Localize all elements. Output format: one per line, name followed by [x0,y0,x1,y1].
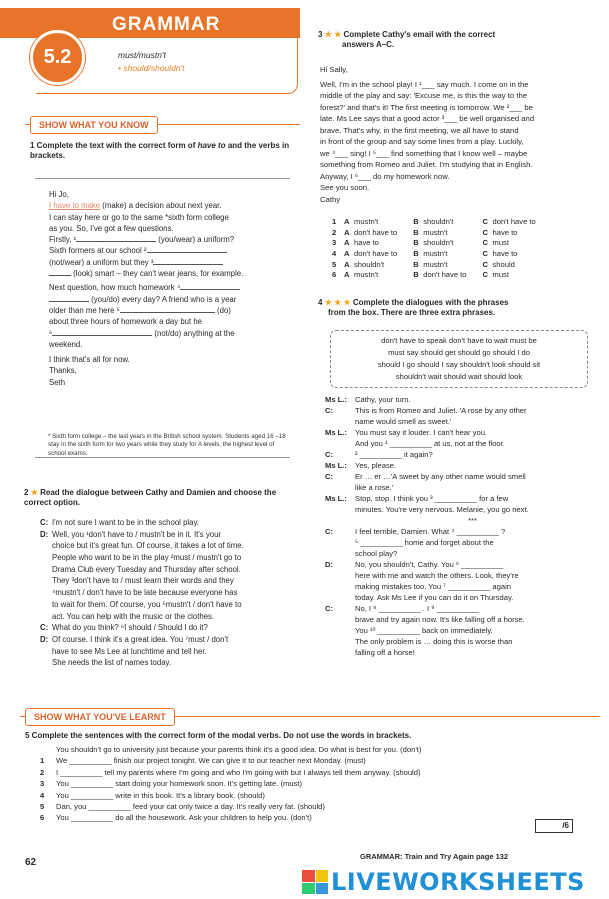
gap-4[interactable] [180,282,240,290]
ex4-instructions: 4 ★ ★ ★ Complete the dialogues with the phrases from the box. There are three extra phrases. [318,298,509,318]
option-letter: A [344,227,350,237]
ex2-line[interactable]: People who want to be in the play ²must / mustn't go to [52,553,242,563]
ex4-line[interactable]: minutes. You're very nervous. Melanie, you go next. [355,505,529,514]
ex5-example: You shouldn't go to university just because your parents think it's a good idea. Do what is best for you. (don't) [56,745,422,754]
ex4-line[interactable]: making mistakes too. You ⁷ __________ again [355,582,512,591]
option-b[interactable]: shouldn't [423,238,454,248]
option-b[interactable]: mustn't [423,259,448,269]
ex4-line[interactable]: Ms L.: Stop, stop. I think you ³ __________ for a few [325,494,509,503]
ex2-line[interactable]: They ³don't have to / must learn their words and they [52,576,234,586]
gap-3b[interactable] [49,268,71,276]
ex4-line[interactable]: today. Ask Ms Lee if you can do it on Thursday. [355,593,514,602]
brand-name: LIVEWORKSHEETS [331,867,585,896]
ex2-line[interactable]: to wait for them. Of course, you ⁵mustn't / don't have to [52,599,242,609]
option-letter: C [482,227,488,237]
footer-reference: GRAMMAR: Train and Try Again page 132 [360,852,509,861]
ex4-line[interactable]: ⁵ __________ home and forget about the [355,538,494,547]
option-c[interactable]: don't have to [492,217,536,226]
gap-2[interactable] [147,245,227,253]
section-learnt-label: SHOW WHAT YOU'VE LEARNT [25,708,175,726]
ex2-line[interactable]: choice but it's great fun. Of course, it takes a lot of time. [52,541,244,551]
ex5-item[interactable]: 5 Dan, you __________ feed your cat only twice a day. It's really very fat. (should) [40,801,325,811]
option-c[interactable]: should [492,259,515,269]
ex5-item[interactable]: 1 We __________ finish our project tonight. We can give it to our teacher next Monday. (must) [40,756,366,766]
email-line: in front of the group and say some lines from a play. Luckily, [320,137,524,147]
option-letter: C [482,248,488,258]
email-line: something from Romeo and Juliet. I'm studying that in English. [320,160,533,170]
option-b[interactable]: don't have to [423,270,467,280]
option-c[interactable]: have to [492,227,518,237]
option-letter: B [413,217,419,226]
option-a[interactable]: shouldn't [354,259,385,269]
email-line: Cathy [320,195,341,205]
option-letter: A [344,248,350,258]
ex3-email [320,64,588,206]
option-n: 1 [332,217,337,226]
option-letter: C [482,259,488,269]
gap-1[interactable] [76,234,156,242]
ex1-letter: Hi Jo, I have to make (make) a decision about next year. I can stay here or go to the same *sixth form college as you. So, I've got a few questions. Firstly, ¹ (you/wear) a uniform? Sixth formers at our school ² (not/wear) a uniform but they ³ (look) smart – they can't wear jeans, for example. Next question, how much homework ⁴ (you/do) every day? A friend who is a year older than me here ⁵ (do) about three hours of homework a day but he ⁶ (not/do) anything at the weekend. I think that's all for now. Thanks, Seth [35,178,290,458]
ex2-line[interactable]: D: Of course. I think it's a great idea. You ⁷must / don't [40,634,229,644]
ex2-line[interactable]: act. You can help with the music or the clothes. [52,611,215,621]
footnote: * Sixth form college – the last years in the British school system. Students aged 16 –18 stay in the sixth form for two years while they study for A levels, the highest level of school exams. [48,433,286,457]
option-row [330,249,538,260]
email-line: Well, I'm in the school play! I ¹___ say much. I come on in the [320,79,529,89]
option-row [330,228,538,239]
phrase-box [330,330,588,388]
ex4-line[interactable]: C: Er … er …'A sweet by any other name would smell [325,472,526,481]
option-letter: A [344,259,350,269]
email-line: Anyway, I ⁶___ do my homework now. [320,171,450,181]
phrase-line: must say should get should go should I do [388,348,530,358]
email-line: middle of the play and say: 'Excuse me, is this the way to the [320,91,527,101]
ex2-line[interactable]: She needs the list of names today. [52,658,172,668]
option-letter: B [413,259,419,269]
email-line: forest?' and that's it! The first meeting is tomorrow. We ²___ be [320,102,533,112]
option-letter: A [344,270,350,280]
option-b[interactable]: mustn't [423,227,448,237]
ex4-line[interactable]: brave and try again now. It's like falling off a horse. [355,615,525,624]
option-a[interactable]: have to [354,238,379,248]
phrase-line: shouldn't wait should wait should look [395,372,523,382]
gap-4b[interactable] [49,294,89,302]
ex4-line[interactable]: C: I feel terrible, Damien. What ⁴ __________ ? [325,527,506,536]
email-line: late. Ms Lee says that a good actor ³___ be well organised and [320,114,535,124]
gap-5[interactable] [120,305,215,313]
example-answer: I have to make [49,201,101,211]
ex2-line[interactable]: C: What do you think? ⁶I should / Should I do it? [40,623,208,633]
letter-greeting: Hi Jo, [49,190,69,199]
option-letter: B [413,270,419,280]
page-number: 62 [25,857,37,868]
logo-grid-icon [302,870,328,894]
score-box: /6 [535,819,573,833]
option-letter: A [344,217,350,226]
option-n: 4 [332,248,337,258]
topic-must: must/mustn't [118,50,166,60]
option-row [330,270,538,281]
option-a[interactable]: don't have to [354,227,398,237]
option-letter: B [413,227,419,237]
ex4-line[interactable]: And you ¹ __________ at us, not at the floor. [355,439,505,448]
ex4-line[interactable]: name would smell as sweet.' [355,417,452,426]
unit-badge: 5.2 [30,30,85,85]
option-n: 2 [332,227,337,237]
option-c[interactable]: have to [492,248,518,258]
ex4-line[interactable]: school play? [355,549,398,558]
option-n: 6 [332,270,337,280]
email-line: brave. That's why, in the first meeting, we all have to stand [320,125,519,135]
ex2-line[interactable]: Drama Club every Tuesday and Thursday after school. [52,564,241,574]
ex5-item[interactable]: 3 You __________ start doing your homework soon. It's getting late. (must) [40,779,303,789]
ex2-line[interactable]: ⁴mustn't / don't have to be late because everyone has [52,588,238,598]
gap-6[interactable] [52,328,152,336]
email-line: we ⁴___ sing! I ⁵___ find something that I know well – maybe [320,148,528,158]
ex4-line[interactable]: *** [468,516,477,525]
option-letter: C [482,217,488,226]
ex3-options [330,217,538,281]
page-title: GRAMMAR [112,14,221,35]
ex4-line[interactable]: Ms L.: Cathy, your turn. [325,395,411,404]
option-c[interactable]: must [492,270,509,280]
ex4-line[interactable]: D: No, you shouldn't, Cathy. You ⁶ __________ [325,560,504,569]
ex2-line[interactable]: have to see Ms Lee at lunchtime and tell her. [52,646,207,656]
ex2-dialogue [40,517,305,669]
ex4-line[interactable]: The only problem is … doing this is worse than [355,637,513,646]
ex2-line[interactable]: D: Well, you ¹don't have to / mustn't be in it. It's your [40,529,221,539]
ex1-instructions: 1 Complete the text with the correct form of have to and the verbs in brackets. [30,141,290,161]
ex4-line[interactable]: C: ² __________ it again? [325,450,433,459]
section-know-label: SHOW WHAT YOU KNOW [30,116,158,134]
option-a[interactable]: mustn't [354,217,379,226]
ex3-instructions: 3 ★ ★ Complete Cathy's email with the correct answers A–C. [318,30,496,50]
ex4-line[interactable]: like a rose.' [355,483,394,492]
ex5-items [40,744,600,824]
option-row [330,217,538,228]
topic-should: • should/shouldn't [118,63,185,73]
ex2-line[interactable]: C: I'm not sure I want to be in the school play. [40,518,199,527]
ex4-dialogue [325,394,590,658]
ex5-instructions: 5 Complete the sentences with the correct form of the modal verbs. Do not use the words in brackets. [25,731,412,740]
ex4-line[interactable]: Ms L.: Yes, please. [325,461,397,470]
ex5-item[interactable]: 4 You __________ write in this book. It's a library book. (should) [40,790,265,800]
ex4-line[interactable]: C: This is from Romeo and Juliet. 'A rose by any other [325,406,527,415]
ex4-line[interactable]: C: No, I ⁸ __________ . I ⁹ __________ [325,604,479,613]
ex4-line[interactable]: here with me and watch the others. Look, they're [355,571,519,580]
ex4-line[interactable]: Ms L.: You must say it louder. I can't hear you. [325,428,488,437]
ex4-line[interactable]: You ¹⁰ __________ back on immediately. [355,626,493,635]
gap-3[interactable] [153,257,223,265]
ex2-instructions: 2 ★ Read the dialogue between Cathy and Damien and choose the correct option. [24,488,277,508]
liveworksheets-logo [302,867,585,897]
email-line: See you soon. [320,183,370,193]
option-letter: C [482,270,488,280]
option-a[interactable]: don't have to [354,248,398,258]
option-letter: A [344,238,350,248]
option-row [330,260,538,271]
option-letter: B [413,238,419,248]
option-letter: B [413,248,419,258]
option-b[interactable]: mustn't [423,248,448,258]
ex4-line[interactable]: falling off a horse! [355,648,415,657]
email-line: Hi Sally, [320,65,348,74]
ex5-item[interactable]: 2 I __________ tell my parents where I'm going and who I'm going with but I always tell them anyway. (should) [40,767,421,777]
option-c[interactable]: must [492,238,509,248]
option-n: 3 [332,238,337,248]
phrase-line: don't have to speak don't have to wait must be [381,336,537,345]
option-b[interactable]: shouldn't [423,217,454,226]
option-n: 5 [332,259,337,269]
phrase-line: should I go should I say shouldn't look should sit [377,360,541,370]
option-row [330,238,538,249]
ex5-item[interactable]: 6 You __________ do all the housework. Ask your children to help you. (don't) [40,813,312,823]
option-letter: C [482,238,488,248]
option-a[interactable]: mustn't [354,270,379,280]
